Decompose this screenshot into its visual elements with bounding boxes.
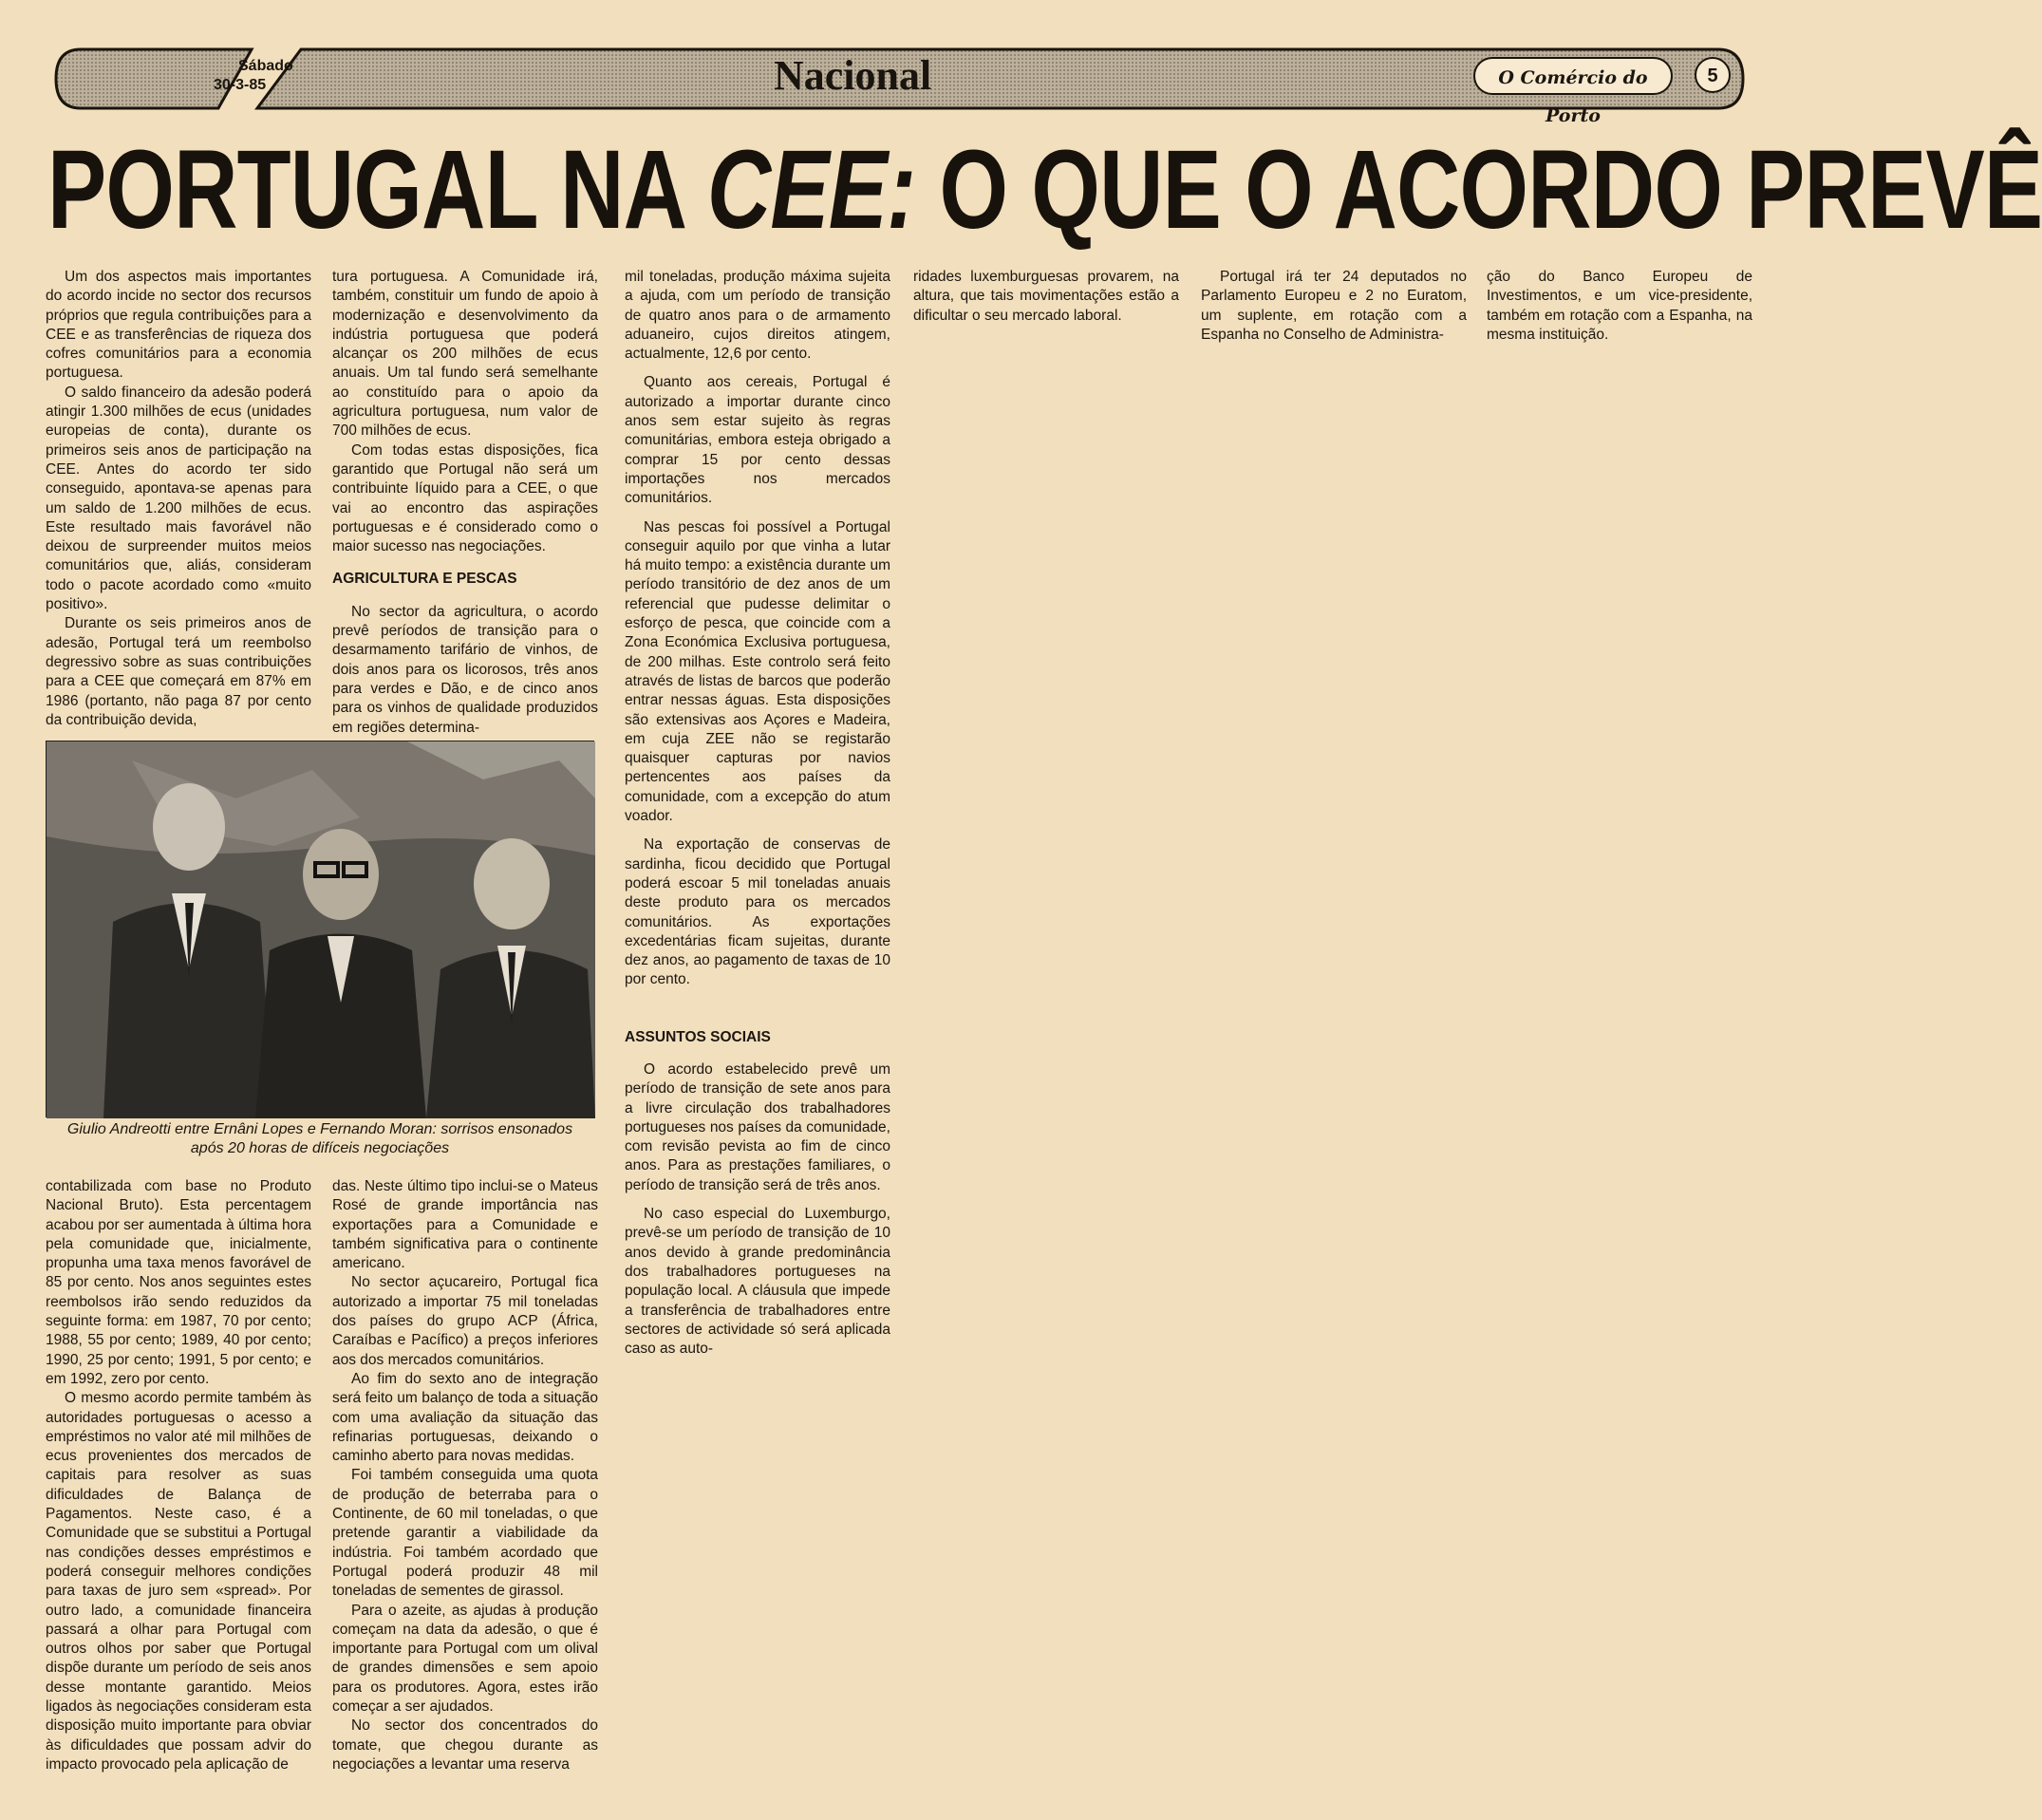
paragraph: No caso especial do Luxemburgo, prevê-se um período de transição de 10 anos devido à grande predominância dos trabalhadores portugueses na população local. A cláusula que impede a transferência de trabalhadores entre sectores de actividade só será aplicada caso as auto- xyxy=(625,1206,890,1358)
paragraph: Um dos aspectos mais importantes do acordo incide no sector dos recursos próprios que regula contribuições para a CEE e as transferências de riqueza dos cofres comunitários para a economia portuguesa. xyxy=(46,269,311,382)
headline-part3: O QUE O ACORDO PREVÊ xyxy=(915,127,2042,253)
newspaper-name: O Comércio do Porto xyxy=(1473,57,1673,95)
paragraph: O mesmo acordo permite também às autoridades portuguesas o acesso a empréstimos no valor até mil milhões de ecus provenientes dos mercados de capitais para resolver as suas dificuldades de Balança de Pagamentos. Neste caso, é a Comunidade que se substitui a Portugal nas condições desses empréstimos e poderá conseguir melhores condições para taxas de juro sem «spread». Por outro lado, a comunidade financeira passará a olhar para Portugal com outros olhos por saber que Portugal dispõe durante um período de seis anos desse montante garantido. Meios ligados às negociações consideram esta disposição muito importante para obviar às dificuldades que possam advir do impacto provocado pela aplicação de xyxy=(46,1390,311,1773)
headline xyxy=(47,127,2042,253)
column-1-top xyxy=(46,268,311,730)
column-4 xyxy=(913,268,1179,326)
paragraph: tura portuguesa. A Comunidade irá, também, constituir um fundo de apoio à modernização e desenvolvimento da indústria portuguesa que poderá alcançar os 200 milhões de ecus anuais. Um tal fundo será semelhante ao constituído para o apoio da agricultura portuguesa, num valor de 700 milhões de ecus. xyxy=(332,269,598,440)
paragraph: Ao fim do sexto ano de integração será feito um balanço de toda a situação com uma avaliação da situação das refinarias portuguesas, deixando o caminho aberto para novas medidas. xyxy=(332,1370,598,1465)
column-2-bottom xyxy=(332,1177,598,1773)
paragraph: Para o azeite, as ajudas à produção começam na data da adesão, o que é importante para Portugal com um olival de grandes dimensões e sem apoio para os produtores. Agora, estes irão começar a ser ajudados. xyxy=(332,1602,598,1716)
column-3 xyxy=(625,268,890,1426)
headline-part2: CEE: xyxy=(706,127,916,253)
photo-caption xyxy=(46,1120,594,1158)
headline-part1: PORTUGAL NA xyxy=(47,127,707,253)
paragraph: Foi também conseguida uma quota de produção de beterraba para o Continente, de 60 mil toneladas, o que pretende garantir a viabilidade da indústria. Foi também acordado que Portugal poderá produzir 48 mil toneladas de sementes de girassol. xyxy=(332,1467,598,1600)
paragraph: ridades luxemburguesas provarem, na altura, que tais movimentações estão a dificultar o seu mercado laboral. xyxy=(913,269,1179,324)
paragraph: contabilizada com base no Produto Nacional Bruto). Esta percentagem acabou por ser aumentada à última hora pela comunidade que, inicialmente, propunha uma taxa menos favorável de 85 por cento. Nos anos seguintes estes reembolsos irão sendo reduzidos da seguinte forma: em 1987, 70 por cento; 1988, 55 por cento; 1989, 40 por cento; 1990, 25 por cento; 1991, 5 por cento; e em 1992, zero por cento. xyxy=(46,1178,311,1387)
masthead-day-label: Sábado xyxy=(238,58,293,74)
caption-line-2: após 20 horas de difíceis negociações xyxy=(190,1140,450,1156)
paragraph: Durante os seis primeiros anos de adesão, Portugal terá um reembolso degressivo sobre as suas contribuições para a CEE que começará em 87% em 1986 (portanto, não paga 87 por cento da contribuição devida, xyxy=(46,615,311,728)
paragraph: Na exportação de conservas de sardinha, ficou decidido que Portugal poderá escoar 5 mil toneladas anuais deste produto para os mercados comunitários. As exportações excedentárias ficam sujeitas, durante dez anos, ao pagamento de taxas de 10 por cento. xyxy=(625,836,890,988)
masthead xyxy=(52,46,1747,126)
paragraph: Portugal irá ter 24 deputados no Parlamento Europeu e 2 no Euratom, um suplente, em rotação com a Espanha no Conselho de Administra- xyxy=(1201,269,1467,343)
column-5 xyxy=(1201,268,1467,345)
section-heading-agriculture: AGRICULTURA E PESCAS xyxy=(332,571,517,588)
paragraph: O acordo estabelecido prevê um período de transição de sete anos para a livre circulação dos trabalhadores portugueses nos países da comunidade, com revisão pevista ao fim de cinco anos. Para as prestações familiares, o período de transição será de três anos. xyxy=(625,1060,890,1193)
section-heading-social: ASSUNTOS SOCIAIS xyxy=(625,1028,771,1045)
paragraph: ção do Banco Europeu de Investimentos, e um vice-presidente, também em rotação com a Espanha, na mesma instituição. xyxy=(1487,269,1752,343)
paragraph: O saldo financeiro da adesão poderá atingir 1.300 milhões de ecus (unidades europeias de conta), durante os primeiros seis anos de participação na CEE. Antes do acordo ter sido conseguido, apontava-se apenas para um saldo de 1.200 milhões de ecus. Este resultado mais favorável não deixou de surpreender muitos meios comunitários que, aliás, consideram todo o pacote acordado como «muito positivo». xyxy=(46,384,311,613)
page-number: 5 xyxy=(1695,57,1731,93)
section-title: Nacional xyxy=(774,52,932,99)
paragraph: mil toneladas, produção máxima sujeita a ajuda, com um período de transição de quatro anos para o de armamento aduaneiro, cujos direitos atingem, actualmente, 12,6 por cento. xyxy=(625,269,890,363)
masthead-date xyxy=(214,57,293,95)
column-2-top xyxy=(332,268,598,738)
caption-line-1: Giulio Andreotti entre Ernâni Lopes e Fernando Moran: sorrisos ensonados xyxy=(66,1121,573,1137)
paragraph: Com todas estas disposições, fica garantido que Portugal não será um contribuinte líquido para a CEE, o que vai ao encontro das aspirações portuguesas e é considerado como o maior sucesso nas negociações. xyxy=(332,441,598,555)
paragraph: Quanto aos cereais, Portugal é autorizado a importar durante cinco anos sem estar sujeito às regras comunitárias, embora esteja obrigado a comprar 15 por cento dessas importações nos mercados comunitários. xyxy=(625,374,890,507)
paragraph: No sector açucareiro, Portugal fica autorizado a importar 75 mil toneladas dos países do grupo ACP (África, Caraíbas e Pacífico) a preços inferiores aos dos mercados comunitários. xyxy=(332,1274,598,1368)
paragraph: das. Neste último tipo inclui-se o Mateus Rosé de grande importância nas exportações para a Comunidade e também significativa para o continente americano. xyxy=(332,1178,598,1272)
photo-illustration xyxy=(47,741,595,1118)
paragraph: Nas pescas foi possível a Portugal conseguir aquilo por que vinha a lutar há muito tempo: a existência durante um período transitório de dez anos de um referencial que pudesse delimitar o esforço de pesca, que coincide com a Zona Económica Exclusiva portuguesa, de 200 milhas. Este controlo será feito através de listas de barcos que poderão entrar nessas águas. Esta disposições são extensivas aos Açores e Madeira, em cuja ZEE não se registarão quaisquer capturas por navios pertencentes aos países da comunidade, com a excepção do atum voador. xyxy=(625,518,891,825)
masthead-date-label: 30-3-85 xyxy=(214,77,267,93)
news-photo xyxy=(46,741,594,1117)
column-6 xyxy=(1487,268,1752,345)
column-1-bottom xyxy=(46,1177,311,1773)
paragraph: No sector dos concentrados do tomate, que chegou durante as negociações a levantar uma reserva xyxy=(332,1717,598,1773)
paragraph: No sector da agricultura, o acordo prevê períodos de transição para o desarmamento tarifário de vinhos, de dois anos para os licorosos, três anos para verdes e Dão, e de cinco anos para os vinhos de qualidade produzidos em regiões determina- xyxy=(332,603,598,736)
